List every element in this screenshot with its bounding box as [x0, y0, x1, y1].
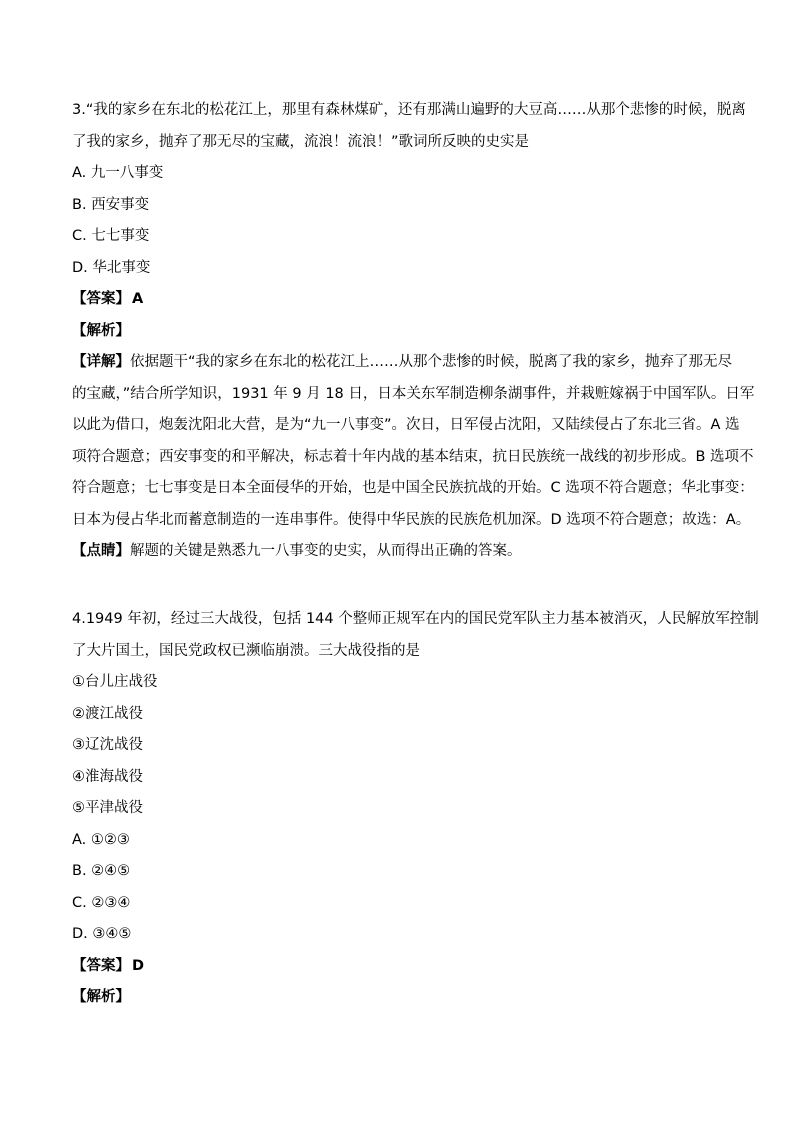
- answer-line: [72, 951, 724, 983]
- detail-text: 依据题干“我的家乡在东北的松花江上……从那个悲惨的时候，脱离了我的家乡，抛弃了那无尽: [130, 354, 733, 370]
- item-3: ③辽沈战役: [72, 737, 143, 753]
- detail-text: 符合题意；七七事变是日本全面侵华的开始，也是中国全民族抗战的开始。C 选项不符合题意；华北事变：: [72, 480, 754, 496]
- analysis-label: 【解析】: [72, 989, 130, 1005]
- item-5: ⑤平津战役: [72, 800, 143, 816]
- option-a: A. 九一八事变: [72, 165, 164, 181]
- analysis-label: 【解析】: [72, 322, 130, 339]
- detail-text: 项符合题意；西安事变的和平解决，标志着十年内战的基本结束，抗日民族统一战线的初步形成。B 选项不: [72, 448, 754, 465]
- option-b: B. ②④⑤: [72, 863, 131, 879]
- detail-line: [72, 347, 733, 379]
- detail-text: 日本为侵占华北而蓄意制造的一连串事件。使得中华民族的民族危机加深。D 选项不符合题意；故选：A。: [72, 511, 751, 528]
- item-2: ②渡江战役: [72, 705, 143, 722]
- detail-text: 以此为借口，炮轰沈阳北大营，是为“九一八事变”。次日，日军侵占沈阳，又陆续侵占了东北三省。A 选: [72, 417, 740, 433]
- question-stem: 了我的家乡，抛弃了那无尽的宝藏，流浪！流浪！”歌词所反映的史实是: [72, 133, 530, 150]
- item-4: ④淮海战役: [72, 768, 143, 785]
- option-c: C. ②③④: [72, 894, 131, 911]
- option-a: A. ①②③: [72, 831, 130, 848]
- item-1: ①台儿庄战役: [72, 674, 158, 690]
- answer-value: A: [132, 291, 144, 307]
- question-4: [72, 604, 759, 1014]
- question-stem: 了大片国土，国民党政权已濒临崩溃。三大战役指的是: [72, 642, 420, 659]
- comment-label: 【点睛】: [72, 543, 130, 559]
- comment-line: [72, 536, 724, 568]
- answer-line: [72, 284, 724, 316]
- option-d: D. ③④⑤: [72, 926, 132, 942]
- option-c: C. 七七事变: [72, 228, 150, 244]
- question-3: [72, 95, 755, 568]
- answer-label: 【答案】: [72, 291, 130, 307]
- option-d: D. 华北事变: [72, 259, 151, 276]
- option-b: B. 西安事变: [72, 196, 150, 213]
- detail-text: 的宝藏，”结合所学知识，1931 年 9 月 18 日，日本关东军制造柳条湖事件，并栽赃嫁祸于中国军队。日军: [72, 385, 755, 402]
- comment-text: 解题的关键是熟悉九一八事变的史实，从而得出正确的答案。: [130, 543, 522, 559]
- question-stem: 4.1949 年初，经过三大战役，包括 144 个整师正规军在内的国民党军队主力基本被消灭，人民解放军控制: [72, 611, 759, 627]
- answer-value: D: [132, 957, 145, 974]
- detail-label: 【详解】: [72, 354, 130, 370]
- answer-label: 【答案】: [72, 957, 130, 974]
- question-stem: 3.“我的家乡在东北的松花江上，那里有森林煤矿，还有那满山遍野的大豆高……从那个悲惨的时候，脱离: [72, 102, 746, 118]
